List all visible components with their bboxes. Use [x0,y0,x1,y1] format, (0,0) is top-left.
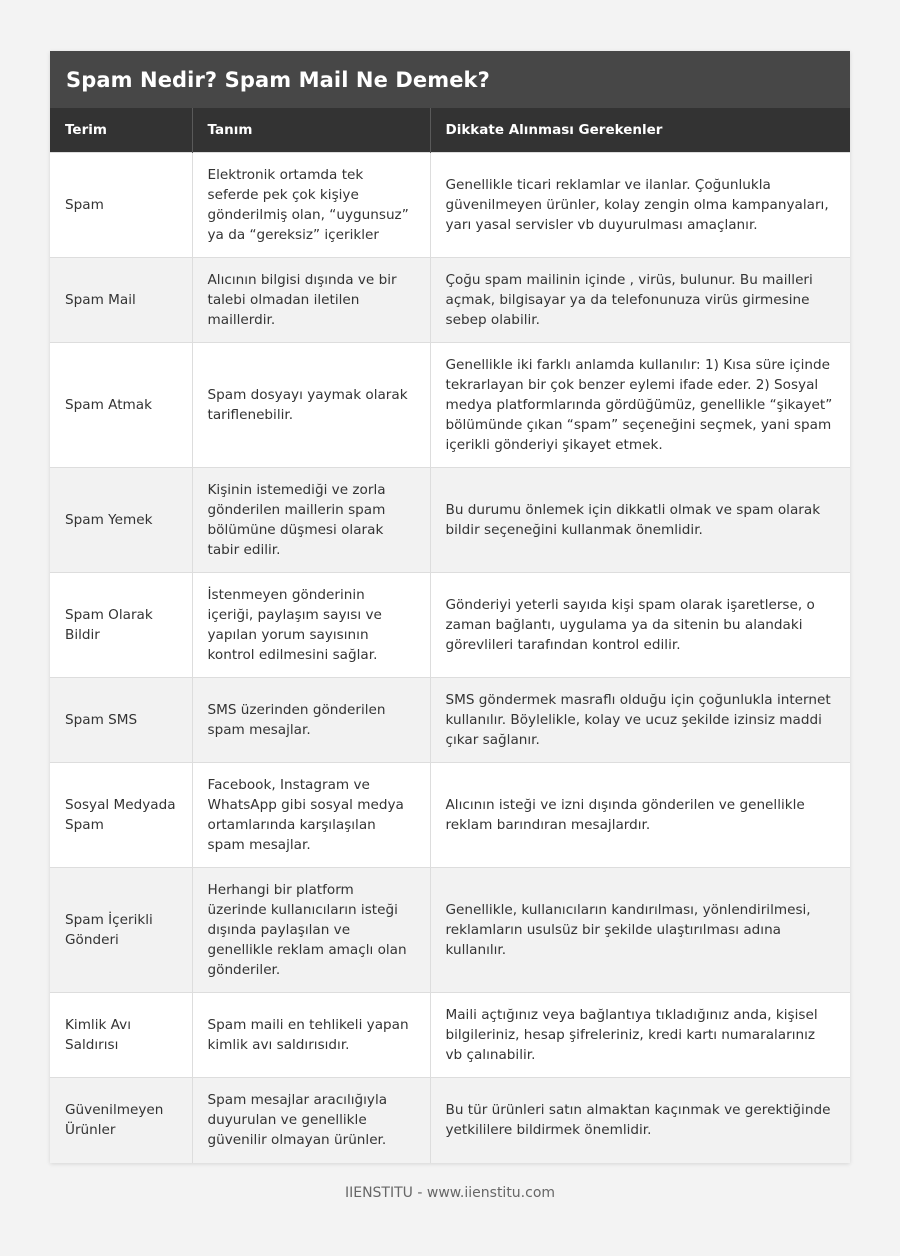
cell-definition: Alıcının bilgisi dışında ve bir talebi olmadan iletilen maillerdir. [192,258,430,343]
cell-definition: Facebook, Instagram ve WhatsApp gibi sosyal medya ortamlarında karşılaşılan spam mesajlar. [192,763,430,868]
cell-term: Güvenilmeyen Ürünler [50,1078,192,1163]
cell-notes: Genellikle, kullanıcıların kandırılması, yönlendirilmesi, reklamların usulsüz bir şekilde ulaştırılması adına kullanılır. [430,868,850,993]
column-header-notes: Dikkate Alınması Gerekenler [430,108,850,153]
cell-definition: SMS üzerinden gönderilen spam mesajlar. [192,678,430,763]
cell-term: Spam SMS [50,678,192,763]
cell-term: Spam Yemek [50,468,192,573]
cell-definition: Spam maili en tehlikeli yapan kimlik avı saldırısıdır. [192,993,430,1078]
cell-definition: Kişinin istemediği ve zorla gönderilen maillerin spam bölümüne düşmesi olarak tabir edilir. [192,468,430,573]
cell-definition: Spam mesajlar aracılığıyla duyurulan ve genellikle güvenilir olmayan ürünler. [192,1078,430,1163]
cell-notes: Maili açtığınız veya bağlantıya tıkladığınız anda, kişisel bilgileriniz, hesap şifreleriniz, kredi kartı numaralarınız vb çalınabilir. [430,993,850,1078]
cell-term: Kimlik Avı Saldırısı [50,993,192,1078]
cell-definition: Elektronik ortamda tek seferde pek çok kişiye gönderilmiş olan, “uygunsuz” ya da “gereksiz” içerikler [192,153,430,258]
cell-definition: Herhangi bir platform üzerinde kullanıcıların isteği dışında paylaşılan ve genellikle reklam amaçlı olan gönderiler. [192,868,430,993]
cell-notes: Bu durumu önlemek için dikkatli olmak ve spam olarak bildir seçeneğini kullanmak önemlidir. [430,468,850,573]
content-card [50,51,850,1163]
table-row [50,468,850,573]
cell-notes: Bu tür ürünleri satın almaktan kaçınmak ve gerektiğinde yetkililere bildirmek önemlidir. [430,1078,850,1163]
cell-notes: Çoğu spam mailinin içinde , virüs, bulunur. Bu mailleri açmak, bilgisayar ya da telefonunuza virüs girmesine sebep olabilir. [430,258,850,343]
page-title: Spam Nedir? Spam Mail Ne Demek? [50,51,850,108]
cell-definition: Spam dosyayı yaymak olarak tariflenebilir. [192,343,430,468]
column-header-definition: Tanım [192,108,430,153]
cell-notes: Alıcının isteği ve izni dışında gönderilen ve genellikle reklam barındıran mesajlardır. [430,763,850,868]
table-row [50,1078,850,1163]
cell-notes: Genellikle iki farklı anlamda kullanılır: 1) Kısa süre içinde tekrarlayan bir çok benzer eylemi ifade eder. 2) Sosyal medya platformlarında gördüğümüz, genellikle “şikayet” bölümünde çıkan “spam” seçeneğini seçmek, yani spam içerikli gönderiyi şikayet etmek. [430,343,850,468]
cell-notes: Genellikle ticari reklamlar ve ilanlar. Çoğunlukla güvenilmeyen ürünler, kolay zengin olma kampanyaları, yarı yasal servisler vb duyurulması amaçlanır. [430,153,850,258]
cell-term: Sosyal Medyada Spam [50,763,192,868]
cell-term: Spam İçerikli Gönderi [50,868,192,993]
cell-term: Spam Olarak Bildir [50,573,192,678]
table-row [50,868,850,993]
cell-term: Spam Atmak [50,343,192,468]
table-row [50,258,850,343]
table-row [50,343,850,468]
footer-credit: IIENSTITU - www.iienstitu.com [344,1185,556,1201]
table-header-row [50,108,850,153]
cell-definition: İstenmeyen gönderinin içeriği, paylaşım sayısı ve yapılan yorum sayısının kontrol edilmesini sağlar. [192,573,430,678]
table-row [50,763,850,868]
table-row [50,678,850,763]
table-row [50,993,850,1078]
cell-term: Spam [50,153,192,258]
spam-table [50,108,850,1163]
table-row [50,153,850,258]
cell-term: Spam Mail [50,258,192,343]
column-header-term: Terim [50,108,192,153]
cell-notes: SMS göndermek masraflı olduğu için çoğunlukla internet kullanılır. Böylelikle, kolay ve ucuz şekilde izinsiz maddi çıkar sağlanır. [430,678,850,763]
table-row [50,573,850,678]
cell-notes: Gönderiyi yeterli sayıda kişi spam olarak işaretlerse, o zaman bağlantı, uygulama ya da sitenin bu alandaki görevlileri tarafından kontrol edilir. [430,573,850,678]
